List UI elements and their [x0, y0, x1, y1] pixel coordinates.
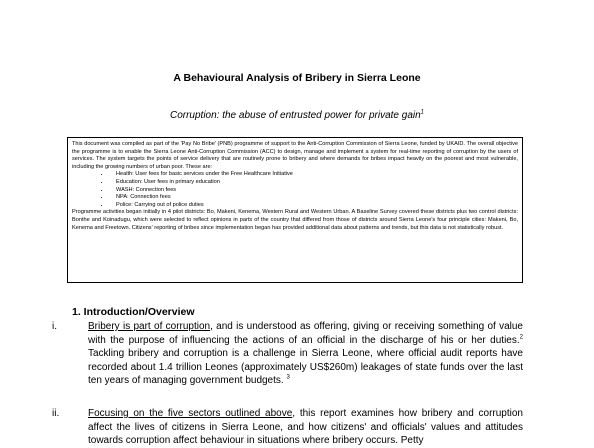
sector-item: • NPA: Connection fees: [110, 194, 518, 202]
footnote-ref: 2: [519, 334, 523, 341]
paragraph-2: [52, 407, 523, 448]
document-subtitle: [0, 110, 594, 121]
section-heading: 1. Introduction/Overview: [72, 306, 195, 318]
document-title: A Behavioural Analysis of Bribery in Sierra Leone: [173, 72, 421, 84]
paragraph-underlined-lead: Bribery is part of corruption: [88, 321, 211, 332]
footnote-ref: 1: [420, 109, 425, 116]
summary-closing: Programme activities began initially in 4 pilot districts: Bo, Makeni, Kenema, Western Rural and Western Urban. A Baseline Survey covered these districts plus two control districts: Bonthe and Koinadugu, which were selected to reflect opinions in parts of the country that differed from those of districts around Sierra Leone's four principle cities: Makeni, Bo, Kenema and Freetown. Citizens' reporting of bribes since implementation began has provided additional data about patterns and trends, but this data is not statistically robust.: [72, 209, 518, 231]
sector-item: • Police: Carrying out of police duties: [110, 202, 518, 210]
paragraph-marker: ii.: [52, 408, 60, 419]
paragraph-1: [52, 320, 523, 388]
sector-item: • Health: User fees for basic services under the Free Healthcare Initiative: [110, 171, 518, 179]
sector-item: • WASH: Connection fees: [110, 187, 518, 195]
sector-item: • Education: User fees in primary education: [110, 179, 518, 187]
programme-summary-box: [67, 137, 523, 283]
paragraph-marker: i.: [52, 321, 57, 332]
paragraph-text: , this report examines how bribery and corruption affect the lives of citizens in Sierra Leone, and how citizens' and officials' values and attitudes towards corruption affect behaviour in situations where bribery occurs. Petty: [88, 408, 523, 447]
footnote-ref: 3: [286, 375, 290, 382]
paragraph-underlined-lead: Focusing on the five sectors outlined above: [88, 408, 293, 419]
subtitle-text: Corruption: the abuse of entrusted power for private gain: [169, 110, 421, 121]
paragraph-text: Tackling bribery and corruption is a challenge in Sierra Leone, where official audit reports have recorded about 1.4 trillion Leones (approximately US$260m) leakages of state funds over the last ten years of managing government budgets.: [88, 348, 523, 387]
summary-intro: This document was compiled as part of the 'Pay No Bribe' (PNB) programme of support to the Anti-Corruption Commission of Sierra Leone, funded by UKAID. The overall objective the programme is to enable the Sierra Leone Anti-Corruption Commission (ACC) to design, manage and implement a system for real-time reporting of corruption by the users of services. The system targets the points of service delivery that are routinely prone to bribery and where demands for bribes impact heavily on the poorest and most vulnerable, including the growing numbers of urban poor. These are:: [72, 141, 518, 170]
paragraph-text: , and is understood as offering, giving or receiving something of value with the purpose of influencing the actions of an official in the discharge of his or her duties.: [88, 321, 523, 346]
sector-list: [72, 171, 518, 209]
